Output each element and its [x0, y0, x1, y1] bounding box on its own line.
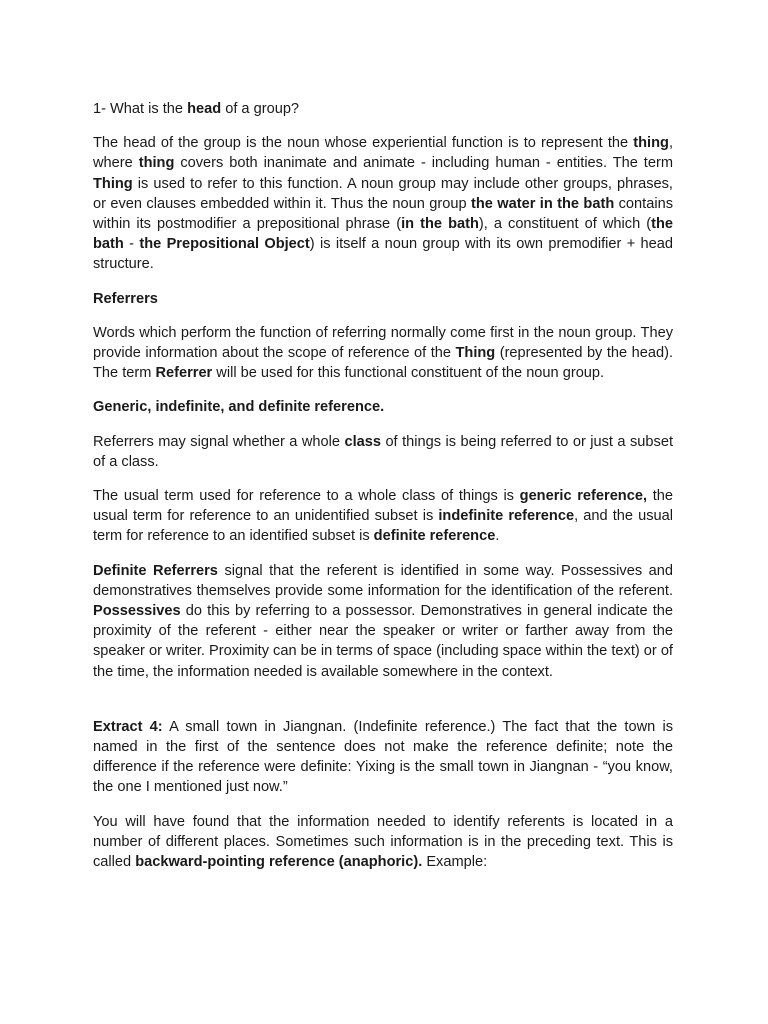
- text-run: Words which perform the function of referring normally come first in the noun group. They provide information about the scope of reference of the: [93, 324, 673, 362]
- text-run: (represented by the head). The term: [93, 345, 673, 382]
- text-run: will be used for this functional constituent of the noun group.: [212, 365, 605, 382]
- paragraph-anaphoric-para: [93, 812, 673, 873]
- text-run: A small town in Jiangnan. (Indefinite reference.) The fact that the town is named in the first of the sentence does not make the reference definite; note the difference if the reference were definite: Yixing is the small town in Jiangnan - “you know, the one I mentioned just now.”: [93, 718, 673, 796]
- bold-text: Extract 4:: [93, 718, 163, 735]
- text-run: of things is being referred to or just a subset of a class.: [93, 433, 674, 470]
- bold-text: backward-pointing reference (anaphoric).: [135, 854, 423, 871]
- paragraph-head-def: [93, 133, 673, 274]
- bold-text: Generic, indefinite, and definite reference.: [93, 399, 385, 416]
- bold-text: thing: [633, 135, 669, 152]
- paragraph-extract4: [93, 717, 673, 798]
- text-run: , and the usual term for reference to an identified subset is: [93, 508, 673, 545]
- paragraph-class-para: [93, 432, 673, 472]
- bold-text: Referrers: [93, 290, 158, 307]
- text-run: signal that the referent is identified in some way. Possessives and demonstratives themselves provide some information for the identification of the referent.: [93, 562, 673, 599]
- paragraph-referrers-def: [93, 323, 673, 384]
- bold-text: the water in the bath: [470, 195, 615, 212]
- bold-text: the Prepositional Object: [139, 236, 310, 253]
- text-run: .: [495, 528, 500, 545]
- text-run: ), a constituent of which (: [478, 216, 652, 233]
- text-run: The usual term used for reference to a whole class of things is: [93, 488, 520, 505]
- text-run: Example:: [422, 854, 488, 871]
- bold-text: definite reference: [373, 528, 496, 545]
- bold-text: Thing: [93, 175, 133, 192]
- text-run: -: [123, 236, 140, 253]
- paragraph-definite-para: [93, 561, 673, 682]
- text-run: is used to refer to this function. A noun group may include other groups, phrases, or even clauses embedded within it. Thus the noun group: [93, 175, 673, 212]
- bold-text: Possessives: [93, 603, 181, 620]
- paragraph-q1: [93, 99, 673, 119]
- paragraph-referrers-heading: [93, 289, 673, 309]
- bold-text: the bath: [93, 216, 673, 253]
- bold-text: head: [187, 101, 222, 117]
- bold-text: generic reference,: [519, 488, 648, 505]
- bold-text: indefinite reference: [438, 508, 575, 525]
- text-run: Referrers may signal whether a whole: [93, 433, 345, 450]
- text-run: covers both inanimate and animate - including human - entities. The term: [174, 155, 673, 172]
- text-run: the usual term for reference to an unidentified subset is: [93, 488, 673, 525]
- paragraph-terms-para: [93, 486, 673, 547]
- bold-text: thing: [138, 155, 175, 172]
- text-run: You will have found that the information needed to identify referents is located in a number of different places. Sometimes such information is in the preceding text. This is called: [93, 813, 673, 871]
- text-run: , where: [93, 135, 673, 172]
- text-run: of a group?: [221, 101, 300, 117]
- text-run: The head of the group is the noun whose experiential function is to represent the: [93, 135, 634, 152]
- bold-text: Definite Referrers: [93, 562, 218, 579]
- bold-text: in the bath: [401, 216, 479, 233]
- text-run: do this by referring to a possessor. Demonstratives in general indicate the proximity of the referent - either near the speaker or writer or farther away from the speaker or writer. Proximity can be in terms of space (including space within the text) or of the time, the information needed is available somewhere in the context.: [93, 603, 673, 680]
- bold-text: Thing: [455, 345, 496, 362]
- text-run: 1- What is the: [93, 101, 188, 117]
- text-run: ) is itself a noun group with its own premodifier + head structure.: [93, 236, 674, 273]
- bold-text: class: [344, 433, 381, 450]
- text-run: contains within its postmodifier a prepositional phrase (: [93, 195, 673, 233]
- bold-text: Referrer: [155, 365, 213, 382]
- paragraph-generic-heading: [93, 397, 673, 417]
